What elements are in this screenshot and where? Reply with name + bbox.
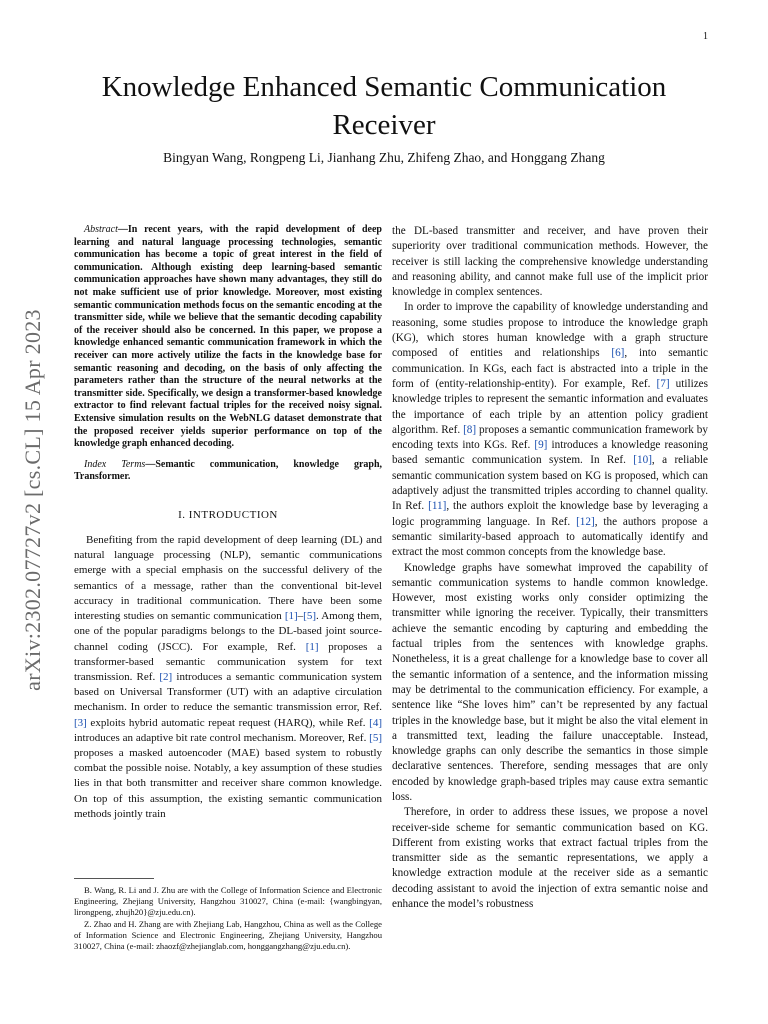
citation-link[interactable]: [1] bbox=[284, 610, 298, 623]
citation-link[interactable]: [9] bbox=[534, 439, 548, 452]
citation-link[interactable]: [7] bbox=[656, 377, 670, 390]
citation-link[interactable]: [6] bbox=[611, 347, 625, 360]
arxiv-watermark bbox=[18, 270, 48, 730]
intro-paragraph-continued: the DL-based transmitter and receiver, and have proven their superiority over traditional communication methods. However, the receiver is still lacking the comprehensive knowledge understanding and reasoning ability, and cannot make full use of the implicit prior knowledge in complex sentences. bbox=[392, 225, 708, 299]
citation-link[interactable]: [8] bbox=[463, 423, 477, 436]
intro-paragraph-4: Therefore, in order to address these issues, we propose a novel receiver-side scheme for semantic communication based on KG. Different from existing works that extract factual triples from the transmitter side as the semantic representations, we apply a knowledge extraction module at the receiver side as a semantic decoding assistant to avoid the injection of extra semantic noise and enhance the model’s robustness bbox=[392, 806, 708, 911]
author-list: Bingyan Wang, Rongpeng Li, Jianhang Zhu, Zhifeng Zhao, and Honggang Zhang bbox=[163, 150, 605, 165]
arxiv-id-text: arXiv:2302.07727v2 [cs.CL] 15 Apr 2023 bbox=[20, 309, 45, 691]
abstract-text: —In recent years, with the rapid development of deep learning and natural language processing technologies, semantic communication has become a topic of great interest in the field of communication. Although existing deep learning-based semantic communication approaches have shown many advantages, they still do not make sufficient use of prior knowledge. Moreover, most existing semantic communication methods focus on the semantic encoding at the transmitter side, while we believe that the semantic decoding capability of the receiver should also be concerned. In this paper, we propose a knowledge enhanced semantic communication framework in which the receiver can more actively utilize the facts in the knowledge base for semantic reasoning and decoding, on the basis of only affecting the parameters rather than the structure of the neural networks at the transmitter side. Specifically, we design a transformer-based knowledge extractor to find relevant factual triples for the received noisy signal. Extensive simulation results on the WebNLG dataset demonstrate that the proposed receiver yields superior performance on top of the knowledge graph enhanced decoding. bbox=[74, 224, 382, 450]
footnote-affiliation-1: B. Wang, R. Li and J. Zhu are with the College of Information Science and Electronic Engineering, Zhejiang University, Hangzhou 310027, China (e-mail: {wangbingyan, lirongpeng, zhujh20}@zju.edu.cn). bbox=[74, 885, 382, 917]
citation-link[interactable]: [3] bbox=[74, 716, 87, 729]
citation-link[interactable]: [11] bbox=[428, 500, 447, 513]
section-heading-introduction: I. INTRODUCTION bbox=[178, 508, 278, 521]
footnote-divider bbox=[74, 878, 154, 879]
citation-link[interactable]: [10] bbox=[633, 454, 652, 467]
intro-paragraph-1: Benefiting from the rapid development of deep learning (DL) and natural language processing (NLP), semantic communications emerge with a special emphasis on the successful delivery of the semantics of a message, rather than the conventional bit-level accuracy in traditional communication. There have been some interesting studies on semantic communication [1]–[5]. Among them, one of the popular paradigms belongs to the DL-based joint source-channel coding (JSCC). For example, Ref. [1] proposes a transformer-based semantic communication system for text transmission. Ref. [2] introduces a semantic communication system based on Universal Transformer (UT) with an adaptive circulation mechanism. In order to reduce the semantic transmission error, Ref. [3] exploits hybrid automatic repeat request (HARQ), while Ref. [4] introduces an adaptive bit rate control mechanism. Moreover, Ref. [5] proposes a masked autoencoder (MAE) based system to robustly combat the possible noise. Notably, a key assumption of these studies lies in that both transmitter and receiver share common knowledge. On top of this assumption, the existing semantic communication methods jointly train bbox=[74, 534, 382, 820]
intro-paragraph-3: Knowledge graphs have somewhat improved the capability of semantic communication systems to handle common knowledge. However, most existing works only consider optimizing the transmitter while ignoring the receiver. Typically, their transmitters achieve the semantic encoding by capturing and embedding the factual triples from the sentences with knowledge graphs. Nonetheless, it is a great challenge for a knowledge base to cover all the semantic information of a sentence, and the information missing may be detrimental to the communication efficiency. For example, a sentence like “She loves him” can’t be represented by any factual triples in the knowledge base, but it might be also the vital element in a transmitted text, leading the failure unacceptable. Instead, knowledge graphs can only describe the semantics in those simple declarative sentences. Therefore, sending messages that are only encoded by knowledge graph-based triples may cause extra semantic loss. bbox=[392, 561, 708, 803]
citation-link[interactable]: [12] bbox=[576, 515, 595, 528]
paper-title: Knowledge Enhanced Semantic Communication Receiver bbox=[101, 71, 667, 141]
index-terms-text: —Semantic communication, knowledge graph, Transformer. bbox=[74, 458, 383, 483]
page-number: 1 bbox=[703, 31, 708, 42]
abstract-label: Abstract bbox=[84, 224, 118, 235]
intro-paragraph-2: In order to improve the capability of knowledge understanding and reasoning, some studies propose to introduce the knowledge graph (KG), which stores human knowledge with a graph structure composed of entities and relationships [6], into semantic communication. In KGs, each fact is abstracted into a triple in the form of (entity-relationship-entity). For example, Ref. [7] utilizes knowledge triples to represent the semantic information and evaluates the importance of each triple by an attention policy gradient algorithm. Ref. [8] proposes a semantic communication framework by encoding texts into KGs. Ref. [9] introduces a knowledge reasoning based semantic communication system. In Ref. [10], a reliable semantic communication system based on KG is proposed, which can adaptively adjust the transmitted triples according to channel quality. In Ref. [11], the authors exploit the knowledge base by leveraging a logic programming language. In Ref. [12], the authors propose a semantic similarity-based approach to automatically identify and extract the most common concepts from the knowledge base. bbox=[392, 301, 708, 559]
citation-link[interactable]: [5] bbox=[303, 610, 316, 623]
abstract bbox=[74, 224, 382, 451]
citation-link[interactable]: [2] bbox=[159, 670, 173, 683]
footnotes bbox=[74, 885, 382, 953]
index-terms-label: Index Terms bbox=[84, 458, 146, 470]
left-column bbox=[74, 224, 382, 822]
index-terms bbox=[74, 459, 382, 484]
footnote-affiliation-2: Z. Zhao and H. Zhang are with Zhejiang Lab, Hangzhou, China as well as the College of Information Science and Electronic Engineering, Zhejiang University, Hangzhou 310027, China (e-mail: zhaozf@zhejianglab.com, honggangzhang@zju.edu.cn). bbox=[74, 919, 382, 951]
citation-link[interactable]: [5] bbox=[369, 731, 382, 744]
citation-link[interactable]: [1] bbox=[305, 640, 319, 653]
right-column bbox=[392, 224, 708, 912]
citation-link[interactable]: [4] bbox=[369, 716, 382, 729]
